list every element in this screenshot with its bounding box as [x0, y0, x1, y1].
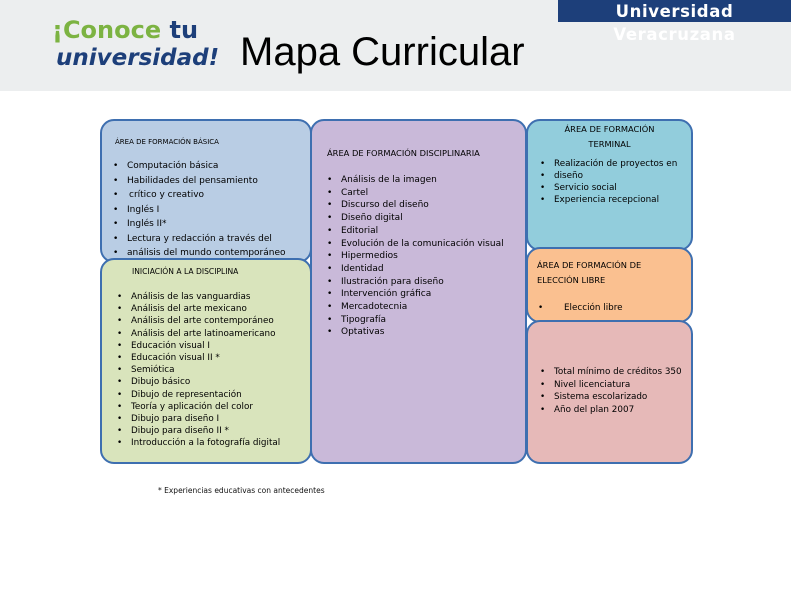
list-item: • Optativas [327, 326, 504, 339]
university-name-bar: Universidad Veracruzana [558, 0, 791, 22]
continuation-text: crítico y creativo [129, 190, 205, 200]
heading-line: ÁREA DE FORMACIÓN DE [537, 260, 642, 270]
list-item: • Dibujo básico [117, 376, 280, 388]
heading-eleccion-libre [537, 258, 641, 288]
list-item: • Análisis de las vanguardias [117, 291, 280, 303]
list-item: • Análisis de la imagen [327, 174, 504, 187]
list-eleccion-libre [538, 302, 623, 314]
list-item: • Dibujo de representación [117, 389, 280, 401]
list-area-basica [113, 159, 286, 261]
heading-area-basica: ÁREA DE FORMACIÓN BÁSICA [115, 138, 219, 146]
list-item: • Dibujo para diseño II * [117, 425, 280, 437]
list-item: • Nivel licenciatura [540, 379, 682, 392]
list-item: • Sistema escolarizado [540, 391, 682, 404]
list-datos-generales [540, 366, 682, 417]
heading-area-disciplinaria: ÁREA DE FORMACIÓN DISCIPLINARIA [327, 148, 480, 158]
heading-line: TERMINAL [588, 139, 631, 149]
list-item: • Análisis del arte mexicano [117, 303, 280, 315]
list-item: • Análisis del arte latinoamericano [117, 328, 280, 340]
list-item: • Teoría y aplicación del color [117, 401, 280, 413]
list-item: • Ilustración para diseño [327, 276, 504, 289]
logo-line-2: universidad! [56, 45, 220, 71]
list-area-terminal [540, 158, 677, 206]
list-item: • Introducción a la fotografía digital [117, 437, 280, 449]
list-item: • Evolución de la comunicación visual [327, 238, 504, 251]
list-item: • Inglés I [113, 203, 286, 218]
page-title: Mapa Curricular [240, 30, 525, 74]
logo-text-tu: tu [169, 16, 199, 44]
list-item: • Discurso del diseño [327, 199, 504, 212]
list-item: • Año del plan 2007 [540, 404, 682, 417]
list-item: • Realización de proyectos en [540, 158, 677, 170]
continuation-text: diseño [554, 171, 583, 181]
list-item: • Inglés II* [113, 217, 286, 232]
list-item: • Experiencia recepcional [540, 194, 677, 206]
list-item: • Tipografía [327, 314, 504, 327]
list-item: • Hipermedios [327, 250, 504, 263]
list-item: • Cartel [327, 187, 504, 200]
list-item-continuation [540, 170, 677, 182]
list-item: • Análisis del arte contemporáneo [117, 315, 280, 327]
list-item: • Servicio social [540, 182, 677, 194]
logo-text-a: ¡Conoce [52, 16, 170, 44]
list-item: • Elección libre [538, 302, 623, 314]
heading-line: ELECCIÓN LIBRE [537, 275, 606, 285]
list-area-disciplinaria [327, 174, 504, 339]
conoce-tu-universidad-logo [52, 16, 220, 76]
list-item: • Lectura y redacción a través del [113, 232, 286, 247]
list-item: • Dibujo para diseño I [117, 413, 280, 425]
heading-area-terminal [526, 122, 693, 152]
list-iniciacion [117, 291, 280, 450]
heading-line: ÁREA DE FORMACIÓN [564, 124, 655, 134]
list-item: • Computación básica [113, 159, 286, 174]
list-item: • Total mínimo de créditos 350 [540, 366, 682, 379]
list-item: • Intervención gráfica [327, 288, 504, 301]
continuation-text: análisis del mundo contemporáneo [127, 248, 286, 258]
list-item: • Identidad [327, 263, 504, 276]
list-item: • Semiótica [117, 364, 280, 376]
list-item: • Editorial [327, 225, 504, 238]
list-item: • Educación visual I [117, 340, 280, 352]
heading-iniciacion: INICIACIÓN A LA DISCIPLINA [132, 267, 239, 276]
list-item: • Diseño digital [327, 212, 504, 225]
list-item-continuation [113, 188, 286, 203]
list-item: • Mercadotecnia [327, 301, 504, 314]
list-item: • Educación visual II * [117, 352, 280, 364]
logo-line-1 [52, 16, 198, 44]
footnote: * Experiencias educativas con antecedentes [158, 486, 325, 495]
list-item: • Habilidades del pensamiento [113, 174, 286, 189]
